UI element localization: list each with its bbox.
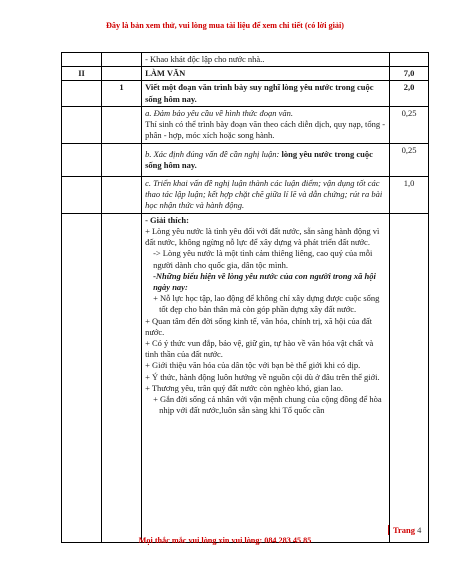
explanation-conclusion: -> Lòng yêu nước là một tình cảm thiêng liêng, cao quý của mỗi người dành cho quốc gia, dân tộc mình. bbox=[153, 248, 373, 270]
criterion-b-row bbox=[62, 143, 429, 176]
section-title: LÀM VĂN bbox=[142, 67, 390, 81]
table-row bbox=[62, 53, 429, 67]
explanation-heading: - Giải thích: bbox=[145, 214, 189, 225]
criterion-b-score: 0,25 bbox=[390, 143, 429, 176]
list-item: + Giới thiệu văn hóa của dân tộc với bạn bè thế giới khi có dịp. bbox=[145, 360, 361, 371]
answer-table bbox=[61, 52, 429, 543]
list-item: + Gắn đời sống cá nhân với vận mệnh chung của cộng đồng để hòa nhịp với đất nước,luôn sẵn sàng khi Tổ quốc cần bbox=[153, 394, 382, 416]
preview-notice-banner: Đây là bản xem thử, vui lòng mua tài liệu để xem chi tiết (có lời giải) bbox=[105, 21, 344, 30]
expressions-heading: -Những biểu hiện về lòng yêu nước của con người trong xã hội ngày nay: bbox=[153, 270, 376, 292]
criterion-c-row bbox=[62, 176, 429, 213]
explanation-cell bbox=[142, 213, 390, 542]
list-item: + Nỗ lực học tập, lao động để không chỉ xây dựng được cuộc sống tốt đẹp cho bản thân mà còn góp phần dựng xây đất nước. bbox=[153, 293, 380, 315]
page-number: Trang 4 bbox=[388, 525, 421, 535]
criterion-a-title: a. Đảm bảo yêu cầu về hình thức đoạn văn. bbox=[145, 107, 293, 118]
criterion-b-focus: lòng yêu nước trong cuộc sống hôm nay. bbox=[145, 148, 373, 170]
list-item: + Có ý thức vun đắp, bảo vệ, giữ gìn, tự hào về văn hóa vật chất và tinh thần của đất nước. bbox=[145, 338, 374, 360]
section-row bbox=[62, 67, 429, 81]
list-item: + Thương yêu, trân quý đất nước còn nghèo khó, gian lao. bbox=[145, 382, 344, 393]
criterion-a-score: 0,25 bbox=[390, 106, 429, 143]
criterion-a-row bbox=[62, 106, 429, 143]
list-item: + Quan tâm đến đời sống kinh tế, văn hóa, chính trị, xã hội của đất nước. bbox=[145, 315, 372, 337]
criterion-c-score: 1,0 bbox=[390, 176, 429, 213]
criterion-b-label: b. Xác định đúng vấn đề cần nghị luận: bbox=[145, 148, 280, 159]
question-score: 2,0 bbox=[390, 81, 429, 106]
explanation-definition: + Lòng yêu nước là tình yêu đối với đất nước, sẵn sàng hành động vì đất nước, không ngừng nỗ lực để xây dựng và phát triển đất nước. bbox=[145, 225, 380, 248]
top-note: - Khao khát độc lập cho nước nhà.. bbox=[142, 53, 390, 67]
explanation-row bbox=[62, 213, 429, 542]
question-text: Viết một đoạn văn trình bày suy nghĩ lòng yêu nước trong cuộc sống hôm nay. bbox=[142, 81, 390, 106]
question-number: 1 bbox=[102, 81, 142, 106]
criterion-c-text: c. Triển khai vấn đề nghị luận thành các luận điểm; vận dụng tốt các thao tác lập luận; kết hợp chặt chẽ giữa lí lẽ và dẫn chứng; rút ra bài học nhận thức và hành động. bbox=[142, 176, 390, 213]
list-item: + Ý thức, hành động luôn hướng về nguồn cội dù ở đâu trên thế giới. bbox=[145, 371, 380, 382]
question-row bbox=[62, 81, 429, 106]
criterion-a-body: Thí sinh có thể trình bày đoạn văn theo cách diễn dịch, quy nạp, tổng - phân - hợp, móc xích hoặc song hành. bbox=[145, 119, 386, 141]
section-number: II bbox=[62, 67, 102, 81]
contact-footer: Mọi thắc mắc vui lòng xin vui lòng: 084 283 45 85 bbox=[138, 536, 312, 545]
section-score: 7,0 bbox=[390, 67, 429, 81]
